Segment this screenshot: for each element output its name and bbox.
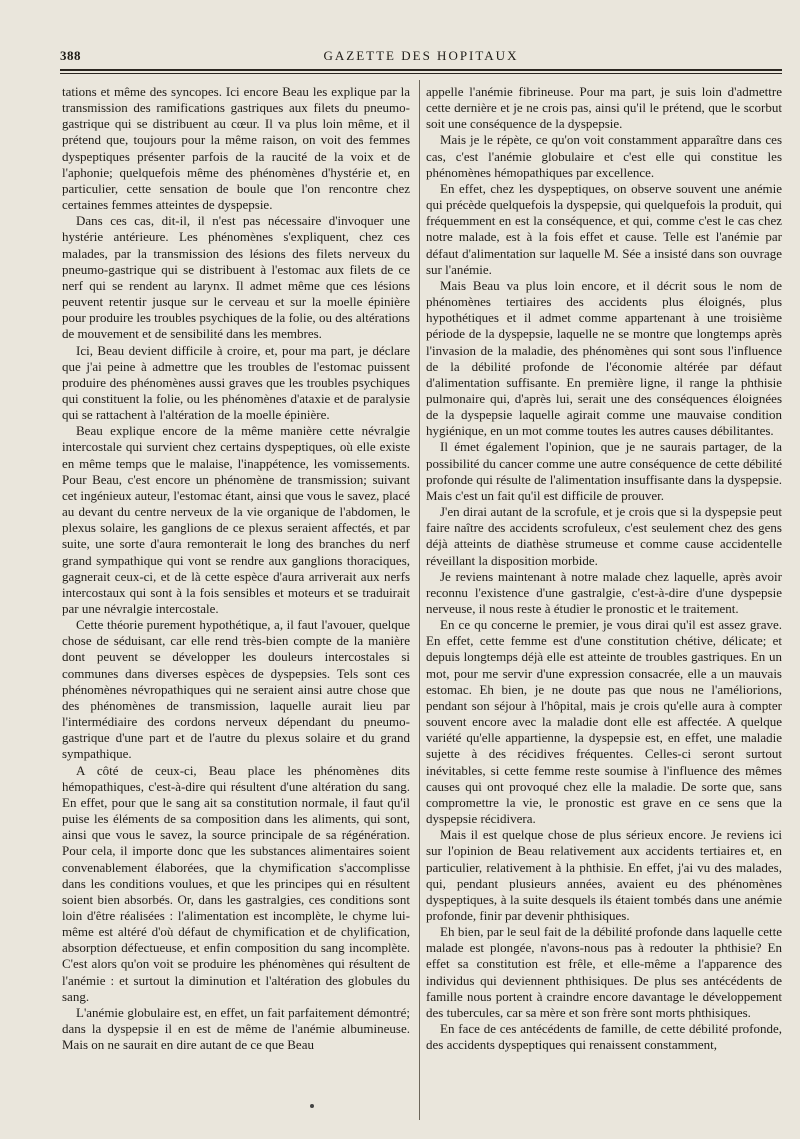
- paragraph: Mais je le répète, ce qu'on voit constamment apparaître dans ces cas, c'est l'anémie globulaire et c'est elle qui constitue les phénomènes hémopathiques par excellence.: [426, 132, 782, 180]
- paragraph: appelle l'anémie fibrineuse. Pour ma part, je suis loin d'admettre cette dernière et je ne crois pas, ainsi qu'il le prétend, que le scorbut soit une conséquence de la dyspepsie.: [426, 84, 782, 132]
- paragraph: Mais il est quelque chose de plus sérieux encore. Je reviens ici sur l'opinion de Beau relativement aux accidents tertiaires et, en particulier, relativement à la phthisie. En effet, j'ai vu des malades, qui, pendant plusieurs années, avaient eu des phénomènes dyspeptiques, à la suite desquels ils étaient tombés dans une anémie profonde, finir par devenir phthisiques.: [426, 827, 782, 923]
- paragraph: tations et même des syncopes. Ici encore Beau les explique par la transmission des ramifications gastriques aux filets du pneumo-gastrique qui se distribuent au cœur. Il va plus loin même, et il prétend que, toujours pour la même raison, on voit des femmes dyspeptiques présenter parfois de la raucité de la voix et de l'aphonie; quelquefois même des phénomènes d'hystérie et, en particulier, cette sensation de boule que l'on rencontre chez certaines femmes atteintes de dyspepsie.: [62, 84, 410, 213]
- column-divider: [419, 80, 420, 1120]
- ink-dot: [310, 1104, 314, 1108]
- paragraph: Mais Beau va plus loin encore, et il décrit sous le nom de phénomènes tertiaires des accidents plus éloignés, plus hypothétiques et il admet comme appartenant à une troisième période de la dyspepsie, laquelle ne se montre que longtemps après l'invasion de la maladie, des phénomènes qui sont sous l'influence de la débilité profonde de l'économie altérée par défaut d'alimentation suffisante. En première ligne, il range la phthisie pulmonaire qui, d'après lui, serait une des conséquences éloignées de la dyspepsie laquelle agirait comme une mauvaise condition hygiénique, en un mot comme toutes les autres causes débilitantes.: [426, 277, 782, 439]
- paragraph: En ce qu concerne le premier, je vous dirai qu'il est assez grave. En effet, cette femme est d'une constitution chétive, délicate; et depuis longtemps déjà elle est atteinte de troubles gastriques. En un mot, pour me servir d'une expression consacrée, elle a un mauvais estomac. Eh bien, je ne doute pas que nous ne l'améliorions, pendant son séjour à l'hôpital, mais je crois qu'elle aura à compter souvent encore avec la maladie dont elle est affectée. A quelque variété qu'elle appartienne, la dyspepsie est, en effet, une maladie sujette à des récidives fréquentes. Celles-ci seront surtout inévitables, si cette femme reste soumise à l'influence des mêmes causes qui ont provoqué chez elle la maladie. De sorte que, sans compromettre la vie, le pronostic est grave en ce sens que la dyspepsie récidivera.: [426, 617, 782, 827]
- page-number: 388: [60, 48, 81, 63]
- paragraph: Cette théorie purement hypothétique, a, il faut l'avouer, quelque chose de séduisant, car elle rend très-bien compte de la manière dont peuvent se développer les douleurs intercostales si communes dans diverses espèces de dyspepsies. Tels sont ces phénomènes névropathiques qui ne seraient ainsi autre chose que des phénomènes de transmission, laquelle aurait lieu par l'intermédiaire des cordons nerveux dépendant du pneumo-gastrique d'une part et de l'autre du plexus solaire et du grand sympathique.: [62, 617, 410, 762]
- header-rule: [60, 69, 782, 71]
- paragraph: En effet, chez les dyspeptiques, on observe souvent une anémie qui précède quelquefois la dyspepsie, qui quelquefois la produit, qui fréquemment en est la conséquence, et qui, comme c'est le cas chez notre malade, est à la fois effet et cause. Telle est l'anémie par défaut d'alimentation sur laquelle M. Sée a insisté dans son ouvrage sur l'anémie.: [426, 180, 782, 277]
- running-head: GAZETTE DES HOPITAUX: [323, 48, 519, 63]
- paragraph: Il émet également l'opinion, que je ne saurais partager, de la possibilité du cancer comme une autre conséquence de cette débilité profonde qui résulte de l'alimentation insuffisante dans la dyspepsie. Mais c'est un fait qu'il est difficile de prouver.: [426, 439, 782, 503]
- paragraph: Ici, Beau devient difficile à croire, et, pour ma part, je déclare que j'ai peine à admettre que les troubles de l'estomac puissent produire des phénomènes aussi graves que les troubles psychiques qui constituent la folie, ou les phénomènes d'ataxie et de paralysie qui se rattachent à l'altération de la moelle épinière.: [62, 342, 410, 423]
- page-header: [60, 44, 782, 68]
- right-column: [426, 84, 782, 1132]
- paragraph: En face de ces antécédents de famille, de cette débilité profonde, des accidents dyspeptiques qui renaissent constamment,: [426, 1021, 782, 1053]
- paragraph: Dans ces cas, dit-il, il n'est pas nécessaire d'invoquer une hystérie antérieure. Les phénomènes s'expliquent, chez ces malades, par la transmission des lésions des filets nerveux du pneumo-gastrique qui se distribuent à l'estomac aux filets de ce nerf qui se rendent au larynx. Il admet même que ces lésions peuvent retentir jusque sur le cerveau et sur la moelle épinière pour produire les troubles psychiques de la folie, ou des altérations de mouvement et de sensibilité dans les membres.: [62, 213, 410, 342]
- paragraph: Beau explique encore de la même manière cette névralgie intercostale qui survient chez certains dyspeptiques, où elle existe en même temps que le malaise, l'inappétence, les vomissements. Pour Beau, c'est encore un phénomène de transmission; suivant cet ingénieux auteur, l'estomac étant, ainsi que vous le savez, placé au devant du centre nerveux de la vie organique de l'abdomen, le plexus solaire, les ganglions de ce plexus seraient affectés, et par suite, une sorte d'aura remonterait le long des branches du nerf grand sympathique qui vont se rendre aux ganglions thoraciques, gagnerait ceux-ci, et de là cette espèce d'aura arriverait aux nerfs intercostaux qui sont à la fois sensibles et moteurs et se traduirait par une névralgie intercostale.: [62, 423, 410, 616]
- paragraph: L'anémie globulaire est, en effet, un fait parfaitement démontré; dans la dyspepsie il en est de même de l'anémie albumineuse. Mais on ne saurait en dire autant de ce que Beau: [62, 1004, 410, 1053]
- paragraph: Eh bien, par le seul fait de la débilité profonde dans laquelle cette malade est plongée, n'avons-nous pas à redouter la phthisie? En effet sa constitution est frêle, et elle-même a l'apparence des individus qui deviennent phthisiques. De plus ses antécédents de famille nous portent à craindre encore davantage le développement des tubercules, car sa mère et son frère sont morts phthisiques.: [426, 924, 782, 1020]
- paragraph: J'en dirai autant de la scrofule, et je crois que si la dyspepsie peut faire naître des accidents scrofuleux, c'est seulement chez des gens déjà atteints de diathèse strumeuse et comme cause accidentelle réveillant la disposition morbide.: [426, 504, 782, 568]
- left-column: [62, 84, 410, 1132]
- paragraph: A côté de ceux-ci, Beau place les phénomènes dits hémopathiques, c'est-à-dire qui résultent d'une altération du sang. En effet, pour que le sang ait sa constitution normale, il faut qu'il puise les éléments de sa composition dans les aliments, qui sont, ainsi que vous le savez, la source principale de sa régénération. Pour cela, il importe donc que les substances alimentaires soient convenablement élaborées, que la chymification s'accomplisse dans les conditions voulues, et que les principes qui en résultent soient bien absorbés. Or, dans les gastralgies, ces conditions sont loin d'être réalisées : l'alimentation est incomplète, le chyme lui-même est altéré d'où défaut de chymification et de chylification, absorption défectueuse, et enfin composition du sang incomplète. C'est alors qu'on voit se produire les phénomènes qui résultent de l'anémie : et surtout la diminution et l'altération des globules du sang.: [62, 762, 410, 1004]
- paragraph: Je reviens maintenant à notre malade chez laquelle, après avoir reconnu l'existence d'une gastralgie, c'est-à-dire d'une dyspepsie nerveuse, il nous reste à étudier le pronostic et le traitement.: [426, 568, 782, 616]
- header-rule-thin: [60, 73, 782, 74]
